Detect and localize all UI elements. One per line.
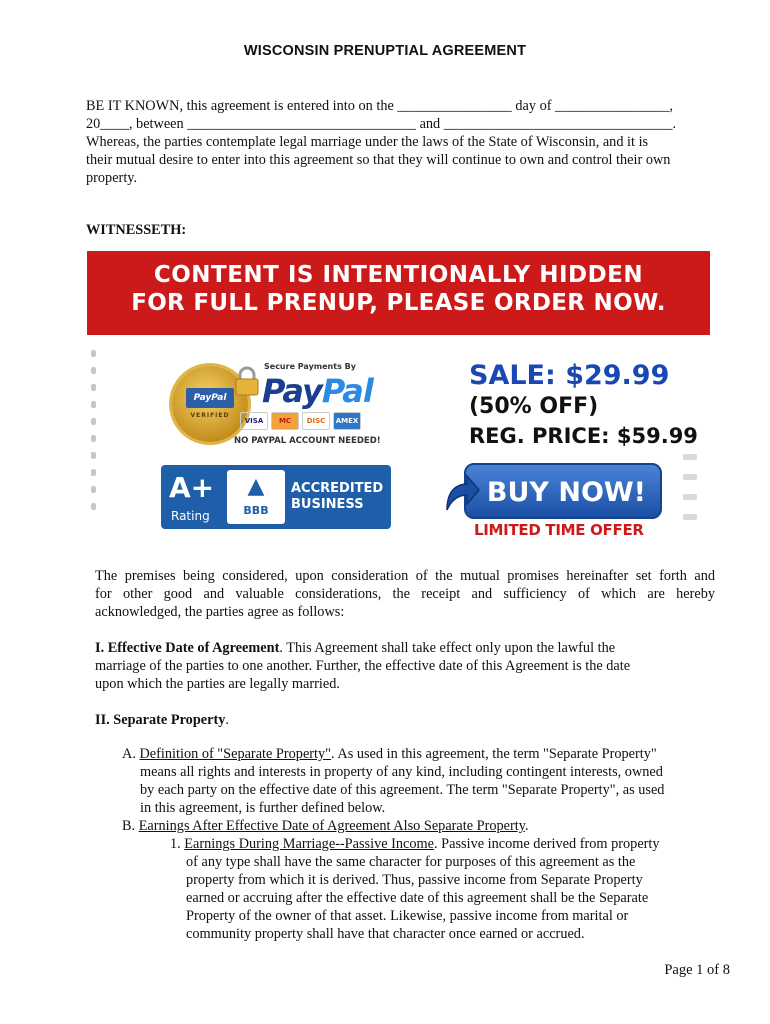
- bbb-accredited-badge: [161, 465, 391, 529]
- section-2b1-title: Earnings During Marriage--Passive Income: [184, 836, 435, 852]
- section-2-heading: II. Separate Property: [95, 712, 226, 728]
- section-1-first-line: [95, 639, 615, 657]
- regular-price: REG. PRICE: $59.99: [469, 424, 698, 448]
- section-2a-line-2: means all rights and interests in property of any kind, including contingent interests, owned: [140, 764, 663, 780]
- section-2b1-prefix: 1.: [170, 836, 185, 852]
- paypal-logo: [262, 372, 373, 410]
- premises-line-1: The premises being considered, upon consideration of the mutual promises hereinafter set forth and: [95, 568, 715, 584]
- blurred-text-strip-right: [683, 440, 703, 540]
- intro-line-3: Whereas, the parties contemplate legal marriage under the laws of the State of Wisconsin, and it is: [86, 134, 649, 150]
- discover-icon: DISC: [302, 412, 330, 430]
- intro-line-1: BE IT KNOWN, this agreement is entered into on the ________________ day of ________________,: [86, 98, 674, 114]
- intro-line-4: their mutual desire to enter into this agreement so that they will continue to own and control their own: [86, 152, 671, 168]
- paypal-pay: Pay: [262, 372, 322, 410]
- section-1-line-3: upon which the parties are legally married.: [95, 676, 340, 692]
- visa-icon: VISA: [240, 412, 268, 430]
- bbb-logo-text: BBB: [243, 504, 269, 517]
- buy-now-button[interactable]: BUY NOW!: [464, 463, 662, 519]
- secure-payments-text: Secure Payments By: [264, 362, 356, 371]
- section-2b-prefix: B.: [122, 818, 139, 834]
- section-1-line-1: . This Agreement shall take effect only upon the lawful the: [279, 640, 616, 656]
- sale-price: SALE: $29.99: [469, 360, 670, 391]
- section-1-heading: I. Effective Date of Agreement: [95, 640, 280, 656]
- premises-line-2: for other good and valuable considerations, the receipt and sufficiency of which are hereby: [95, 586, 715, 602]
- section-2-heading-end: .: [225, 712, 229, 728]
- section-2b1-line-1: . Passive income derived from property: [434, 836, 660, 852]
- blurred-text-strip: [88, 340, 98, 540]
- banner-line-1: CONTENT IS INTENTIONALLY HIDDEN: [153, 262, 644, 288]
- section-2b1-line-3: property from which it is derived. Thus, passive income from Separate Property: [186, 872, 643, 888]
- discount-text: (50% OFF): [469, 394, 599, 419]
- paypal-pal: Pal: [321, 372, 373, 410]
- limited-time-offer-text: LIMITED TIME OFFER: [474, 521, 644, 539]
- bbb-torch-icon: ▲ BBB: [227, 470, 285, 524]
- card-logos: [240, 412, 364, 430]
- section-2b-end: .: [524, 818, 529, 834]
- document-title: WISCONSIN PRENUPTIAL AGREEMENT: [243, 43, 527, 59]
- section-2b1-line-6: community property shall have that character once earned or accrued.: [186, 926, 585, 942]
- section-2b-title: Earnings After Effective Date of Agreement Also Separate Property: [138, 818, 525, 834]
- section-2-heading-line: [95, 711, 229, 729]
- intro-line-5: property.: [86, 170, 138, 186]
- section-2a-title: Definition of "Separate Property": [139, 746, 332, 762]
- bbb-accredited-line-2: BUSINESS: [291, 497, 364, 512]
- no-paypal-account-text: NO PAYPAL ACCOUNT NEEDED!: [234, 436, 381, 446]
- section-2a-line-1: . As used in this agreement, the term "Separate Property": [331, 746, 657, 762]
- section-2a-prefix: A.: [122, 746, 140, 762]
- padlock-icon: [233, 366, 261, 396]
- seal-label: PayPal: [186, 388, 234, 408]
- section-2a-line-3: by each party on the effective date of this agreement. The term "Separate Property", as used: [140, 782, 665, 798]
- arrow-icon: [441, 470, 481, 516]
- amex-icon: AMEX: [333, 412, 361, 430]
- bbb-grade: A+: [169, 471, 215, 504]
- section-2b1-first-line: [170, 835, 660, 853]
- seal-verified-text: VERIFIED: [190, 412, 230, 419]
- witnesseth-heading: WITNESSETH:: [86, 222, 187, 238]
- section-2b-line: [122, 817, 529, 835]
- banner-line-2: FOR FULL PRENUP, PLEASE ORDER NOW.: [131, 290, 666, 316]
- section-2a-line-4: in this agreement, is further defined below.: [140, 800, 386, 816]
- page-number: Page 1 of 8: [664, 962, 730, 978]
- premises-line-3: acknowledged, the parties agree as follows:: [95, 604, 345, 620]
- bbb-rating-label: Rating: [171, 509, 210, 523]
- intro-line-2: 20____, between ________________________________ and ________________________________.: [86, 116, 677, 132]
- section-2a-first-line: [122, 745, 657, 763]
- bbb-accredited-line-1: ACCREDITED: [291, 481, 384, 496]
- bbb-accredited-text: [291, 481, 383, 513]
- section-2b1-line-4: earned or accruing after the effective date of this agreement shall be the Separate: [186, 890, 649, 906]
- mastercard-icon: MC: [271, 412, 299, 430]
- section-2b1-line-2: of any type shall have the same character for purposes of this agreement as the: [186, 854, 636, 870]
- section-2b1-line-5: Property of the owner of that asset. Likewise, passive income from marital or: [186, 908, 629, 924]
- section-1-line-2: marriage of the parties to one another. Further, the effective date of this Agreement is the date: [95, 658, 631, 674]
- hidden-content-banner[interactable]: [87, 251, 710, 335]
